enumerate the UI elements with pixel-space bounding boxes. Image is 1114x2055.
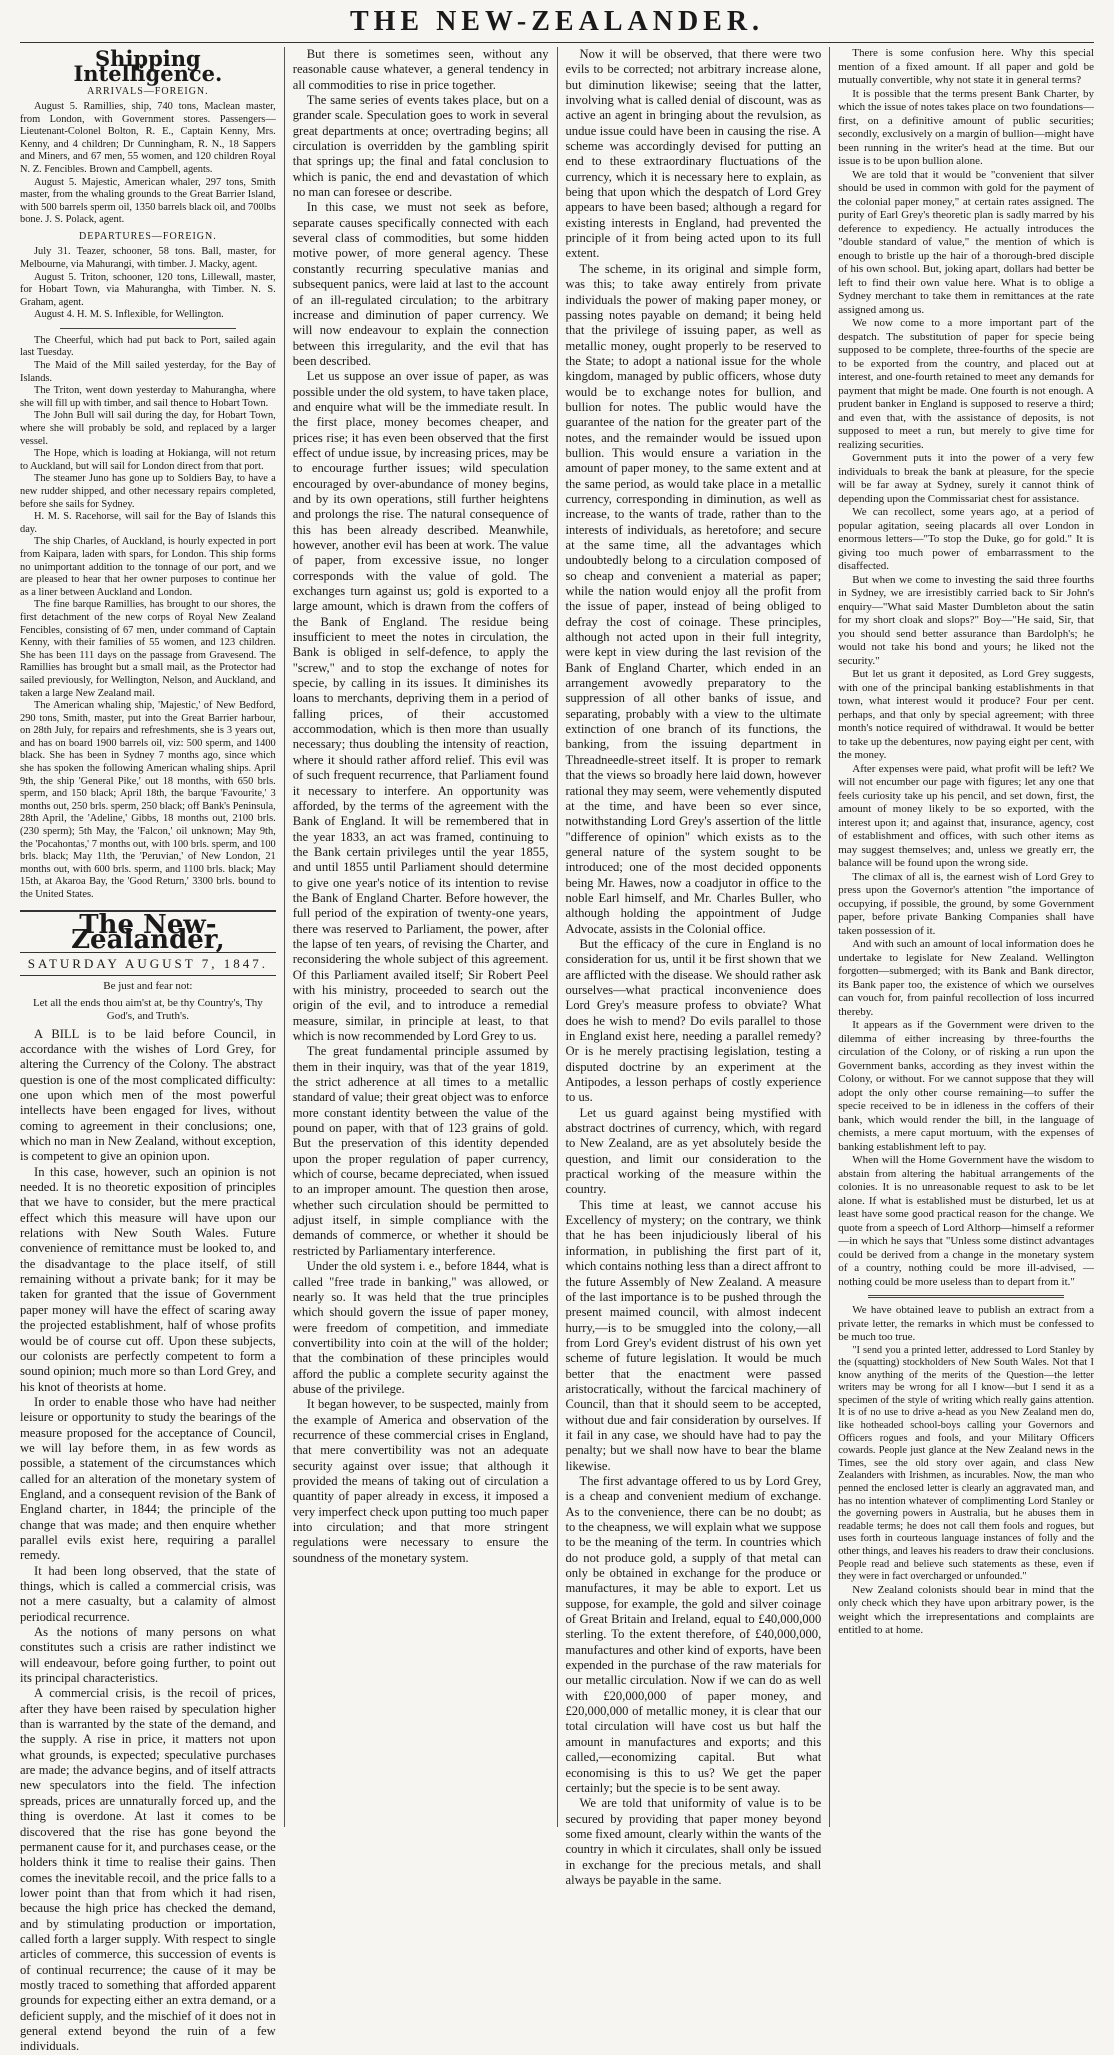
editorial-paragraph: There is some confusion here. Why this special mention of a fixed amount. If all paper and gold be mutually convertible, why not state it in general terms? xyxy=(838,47,1094,86)
divider xyxy=(868,1295,1064,1298)
editorial-paragraph: But when we come to investing the said three fourths in Sydney, we are irresistibly carried back to Sir John's enquiry—"What said Master Dumbleton about the satin for my short cloak and slops?" Boy—"He said, Sir, that you should send better assurance than Bardolph's; he would not take his bond and yours; he liked not the security." xyxy=(838,573,1094,667)
editorial-paragraph: As the notions of many persons on what constitutes such a crisis are rather indistinct we will endeavour, before going further, to point out its principal characteristics. xyxy=(20,1625,276,1686)
editorial-paragraph: It is possible that the terms present Bank Charter, by which the issue of notes takes place on two foundations—first, on a definitive amount of public securities; secondly, exclusively on a margin of bullion—might have been running in the writer's head at the time. But our issue is to be upon bullion alone. xyxy=(838,87,1094,167)
editorial-paragraph: The scheme, in its original and simple form, was this; to take away entirely from private individuals the power of making paper money, or passing notes payable on demand; it being held that the privilege of issuing paper, as well as metallic money, ought properly to be reserved to the State; to adopt a national issue for the whole kingdom, managed by public officers, whose duty would be to exchange notes for bullion, and bullion for notes. The public would have the guarantee of the nation for the greater part of the notes, and the remainder would be issued upon bullion. This would ensure a variation in the amount of paper money, to the same extent and at the same period, as would take place in a metallic currency, corresponding in diminution, as well as increase, to the wants of trade, rather than to the interests of individuals, as heretofore; and secure at the same time, all the advantages which undoubtedly belong to a circulation composed of so cheap and convenient a material as paper; while the nation would enjoy all the profit from the issue of paper, instead of being obliged to defray the cost of coinage. These principles, although not acted upon in their full integrity, were kept in view during the last revision of the Bank of England Charter, which ended in an arrangement avowedly preparatory to the suppression of all other banks of issue, and separating, probably with a view to the ultimate extinction of one branch of its functions, the banking, from the issuing department in Threadneedle-street itself. It is proper to remark that the views so broadly here laid down, however rational they may seem, were vehemently disputed at the time, and have been so ever since, notwithstanding Lord Grey's assertion of the little "difference of opinion" which exists as to the general nature of the system sought to be introduced; one of the most decided opponents being Mr. Hawes, now a coadjutor in office to the noble Earl himself, and Mr. Charles Buller, who although holding the appointment of Judge Advocate, assists in the Colonial office. xyxy=(565,261,822,936)
editorial-paragraph: The first advantage offered to us by Lord Grey, is a cheap and convenient medium of exchange. As to the convenience, there can be no doubt; as to the cheapness, we will explain what we suppose to be the meaning of the term. In countries which do not produce gold, a supply of that metal can only be obtained in exchange for the produce or manufactures, it may be able to export. Let us suppose, for example, the gold and silver coinage of Great Britain and Ireland, equal to £40,000,000 sterling. To the extent therefore, of £40,000,000, manufactures and other kind of exports, have been expended in the purchase of the raw materials for our metallic circulation. Now if we can do as well with £20,000,000 of paper money, and £20,000,000 of metallic money, it is clear that our total circulation will have cost us but half the amount in manufactures and exports; and this called,—economizing capital. But what economising is this to us? We get the paper certainly; but the specie is to be sent away. xyxy=(565,1473,822,1795)
motto-line-1: Be just and fear not: xyxy=(103,979,193,992)
editorial-paragraph: We are told that uniformity of value is to be secured by providing that paper money beyond some fixed amount, clearly within the wants of the country in which it circulates, shall only be issued in exchange for the precious metals, and shall always be payable in the same. xyxy=(565,1796,822,1887)
editorial-paragraph: When will the Home Government have the wisdom to abstain from altering the habitual arrangements of the colonies. It is no unreasonable request to ask to be let alone. If what is established must be disturbed, let us at least have some good practical reason for the change. We quote from a speech of Lord Althorp—himself a reformer—in which he says that "Unless some distinct advantages could be derived from a change in the monetary system of a country, nothing could be more ill-advised, —nothing could be more useless than to depart from it." xyxy=(838,1154,1094,1288)
editorial-paragraph: The great fundamental principle assumed by them in their inquiry, was that of the year 1819, the strict adherence at all times to a metallic standard of value; their great object was to enforce more constant identity between the value of the pound on paper, with that of 123 grains of gold. But the preservation of this identity depended upon the proper regulation of paper currency, which of course, became depreciated, when issued to an improper amount. The question then arose, whether such circulation should be permitted to adjust itself, in simple compliance with the demands of commerce, or whether it should be restricted by Parliamentary interference. xyxy=(292,1044,549,1258)
departure-entry: August 5. Triton, schooner, 120 tons, Lillewall, master, for Hobart Town, via Mahurangha, with Timber. N. S. Graham, agent. xyxy=(20,271,276,308)
editorial-paragraph: This time at least, we cannot accuse his Excellency of mystery; on the contrary, we think that he has been injudiciously liberal of his information, in publishing the first part of it, which contains nothing less than a direct affront to the future Assembly of New Zealand. A measure of the last importance is to be pushed through the present maimed council, with almost indecent hurry,—is to be smuggled into the colony,—all from Lord Grey's evident distrust of his own yet scheme of future legislation. It would be much better that the enactment were passed aristocratically, without the farcical machinery of Council, than that it should seem to be accepted, without due and fair consideration by ourselves. If it fail in any case, we should have had to pay the penalty; but we shall now have to bear the blame likewise. xyxy=(565,1197,822,1473)
shipping-note: H. M. S. Racehorse, will sail for the Bay of Islands this day. xyxy=(20,511,276,535)
editorial-paragraph: And with such an amount of local information does he undertake to legislate for New Zealand. Wellington forgotten—submerged; with its Bank and Bank director, its Bank paper too, the existence of which we ourselves can vouch for, from painful recollection of loss incurred thereby. xyxy=(838,938,1094,1018)
editorial-paragraph: Let us suppose an over issue of paper, as was possible under the old system, to have taken place, and enquire what will be the immediate result. In the first place, money becomes cheaper, and prices rise; it has even been observed that the first effect of undue issue, by increasing prices, may be to encourage further issues; wild speculation encouraged by over-abundance of money begins, and by its own operations, still further heightens and prolongs the rise. The natural consequence of this has been already described. Meanwhile, however, another evil has been at work. The value of paper, from excessive issue, no longer corresponds with the value of gold. The exchanges turn against us; gold is exported to a large amount, which is drawn from the coffers of the Bank of England. The residue being insufficient to meet the notes in circulation, the Bank is obliged in self-defence, to apply the "screw," and to stop the exchange of notes for specie, by calling in its issues. It diminishes its loans to merchants, depriving them in a period of falling prices, of their accustomed accommodation, which is then more than usually necessary; thus doubling the intensity of reaction, where it should rather afford relief. This evil was of such frequent recurrence, that Parliament found it necessary to interfere. An opportunity was afforded, by the terms of the agreement with the Bank of England. It will be remembered that in the year 1833, an act was framed, continuing to the Bank certain privileges until the year 1855, and until 1855 until Parliament should determine to give one year's notice of its intention to revise the Bank of England Charter. Before however, the full period of the expiration of twenty-one years, there was reserved to Parliament, the power, after the lapse of ten years, of revising the Charter, and reconsidering the whole subject of this agreement. Of this Parliament availed itself; Sir Robert Peel with his ministry, proceeded to search out the origin of the evil, and to introduce a remedial measure, similar, in principle at least, to that which is now recommended by Lord Grey to us. xyxy=(292,369,549,1043)
editorial-paragraph: It had been long observed, that the state of things, which is called a commercial crisis, was not a mere casualty, but a calamity of almost periodical recurrence. xyxy=(20,1563,276,1624)
editorial-paragraph: But let us grant it deposited, as Lord Grey suggests, with one of the principal banking establishments in that town, what interest would it produce? Four per cent. perhaps, and that only by special agreement; with three month's notice required of withdrawal. It would be better to take up the debentures, now paying eight per cent, with the money. xyxy=(838,668,1094,761)
shipping-note: The Cheerful, which had put back to Port, sailed again last Tuesday. xyxy=(20,334,276,359)
motto-line-2: Let all the ends thou aim'st at, be thy Country's, Thy God's, and Truth's. xyxy=(32,996,263,1022)
letter-extract: "I send you a printed letter, addressed to Lord Stanley by the (squatting) stockholders of New South Wales. Not that I know anything of the merits of the Question—the letter writers may be wrong for all I know—but I send it as a specimen of the style of writing which really gains attention. It is of no use to drive a-head as you New Zealand men do, like hotheaded school-boys calling your Governors and Officers rogues and fools, and your Military Officers cowards. People just glance at the New Zealand news in the Times, see the old story over again, and class New Zealanders with Irishmen, as incurables. Now, the man who penned the enclosed letter is clearly an aggravated man, and has no intention whatever of complimenting Lord Stanley or the governing powers in Australia, but he abuses them in readable terms; he does not call them fools and rogues, but uses forth in courteous language instances of folly and the other things, and leaves his readers to draw their conclusions. People read and believe such statements as these, even if they were in fact overcharged or unfounded." xyxy=(838,1344,1094,1583)
shipping-note: The Triton, went down yesterday to Mahurangha, where she will fill up with timber, and sail thence to Hobart Town. xyxy=(20,385,276,409)
editorial-paragraph: In order to enable those who have had neither leisure or opportunity to study the bearings of the measure proposed for the acceptance of Council, we will lay before them, in as few words as possible, a statement of the circumstances which called for an alteration of the monetary system of England, and a consequent revision of the Bank of England charter, in 1844; the principle of the change that was made; and then enquire whether parallel evils exist here, requiring a parallel remedy. xyxy=(20,1394,276,1563)
column-4 xyxy=(838,47,1094,1827)
editorial-paragraph: A commercial crisis, is the recoil of prices, after they have been raised by speculation higher than is warranted by the state of the demand, and the supply. A rise in price, it matters not upon what grounds, is expected; speculative purchases are made; the advance begins, and of itself attracts new speculators into the field. The infection spreads, prices are unnaturally forced up, and the thing is overdone. At last it comes to be discovered that the rise has gone beyond the permanent cause for it, and purchases cease, or the holders think it time to realise their gains. Then comes the inevitable recoil, and the price falls to a lower point than that from which it had risen, because the high price has checked the demand, and by stimulating production or importation, called forth a larger supply. With respect to single articles of commerce, this succession of events is of continual recurrence; the cause of it may be mostly traced to something that afforded apparent grounds for expecting either an extra demand, or a deficient supply, and the mischief of it does not in general extend beyond the ruin of a few individuals. xyxy=(20,1686,276,2054)
editorial-paragraph: We now come to a more important part of the despatch. The substitution of paper for specie being supposed to be complete, three-fourths of the specie are to be exported from the country, and placed out at interest, and one-fourth retained to meet any demands for payment that might be made. One fourth is not enough. A prudent banker in England is supposed to reserve a third; and even that, with the assistance of deposits, is not supposed to meet a run, but merely to give time for realizing securities. xyxy=(838,317,1094,451)
editorial-paragraph: Under the old system i. e., before 1844, what is called "free trade in banking," was allowed, or nearly so. It was held that the true principles which should govern the issue of paper money, were freedom of competition, and immediate convertibility into coin at the will of the holder; that the combination of these principles would afford the public a complete security against the abuse of the privilege. xyxy=(292,1259,549,1396)
editorial-paragraph: In this case, however, such an opinion is not needed. It is no theoretic exposition of principles that we have to consider, but the mere practical effect which this measure will have upon our relations with New South Wales. Future convenience of remittance must be looked to, and the disadvantage to the place itself, of still remaining without a private bank; for it may be taken for granted that the issue of Government paper money will have the effect of scaring away the projected establishment, half of whose profits would be of course cut off. Upon these subjects, our colonists are perfectly competent to form a sound opinion; much more so than Lord Grey, and his knot of theorists at home. xyxy=(20,1164,276,1394)
editorial-paragraph: It began however, to be suspected, mainly from the example of America and observation of the recurrence of these commercial crises in England, that mere convertibility was not an adequate security against over issue; that although it provided the means of taking out of circulation a quantity of paper already in excess, it imposed a very imperfect check upon putting too much paper into circulation; and that more stringent regulations were necessary to ensure the soundness of the monetary system. xyxy=(292,1397,549,1565)
editorial-paragraph: Government puts it into the power of a very few individuals to break the bank at pleasure, for the specie will be far away at Sydney, surely it cannot think of depending upon the Commissariat chest for assistance. xyxy=(838,452,1094,505)
shipping-note: The fine barque Ramillies, has brought to our shores, the first detachment of the new corps of Royal New Zealand Fencibles, consisting of 67 men, under command of Captain Kenny, with their families of 55 women, and 123 children. She has been 111 days on the passage from Gravesend. The Ramillies has brought but a small mail, as the Protector had sailed previously, for Wellington, Nelson, and Auckland, and taken a large New Zealand mail. xyxy=(20,599,276,699)
departure-entry: August 4. H. M. S. Inflexible, for Wellington. xyxy=(34,309,224,321)
dateline: SATURDAY AUGUST 7, 1847. xyxy=(20,952,276,975)
shipping-note: The steamer Juno has gone up to Soldiers Bay, to have a new rudder shipped, and other necessary repairs completed, before she sails for Sydney. xyxy=(20,473,276,510)
columns xyxy=(20,46,1094,2054)
divider xyxy=(60,328,236,329)
column-3 xyxy=(565,47,831,1887)
editorial-paragraph: A BILL is to be laid before Council, in accordance with the wishes of Lord Grey, for altering the Currency of the Colony. The abstract question is one of the most complicated difficulty: one upon which men of the most powerful intellects have been engaged for lives, without coming to agreement in their conclusions; one, which no man in New Zealand, without exception, is competent to give an opinion upon. xyxy=(20,1026,276,1164)
editorial-paragraph: In this case, we must not seek as before, separate causes specifically connected with each several class of commodities, but some hidden motive power, of more general agency. These constantly recurring speculative manias and subsequent panics, were laid at last to the account of an ill-regulated circulation; to the arbitrary increase and diminution of paper currency. We will now endeavour to explain the connection between this irregularity, and the evil that has been described. xyxy=(292,200,549,368)
shipping-note: The John Bull will sail during the day, for Hobart Town, where she will probably be sold, and replaced by a larger vessel. xyxy=(20,410,276,447)
shipping-heading: Shipping Intelligence. xyxy=(73,46,223,87)
arrivals-label: ARRIVALS—FOREIGN. xyxy=(87,85,209,97)
editorial-paragraph: After expenses were paid, what profit will be left? We will not encumber our page with figures; let any one that feels curiosity take up his pencil, and set down, first, the amount of money likely to be so exported, with the interest upon it; and against that, insurance, agency, cost of establishment and offices, with such other items as may suggest themselves; and, unless we greatly err, the balance will be found upon the wrong side. xyxy=(838,762,1094,869)
closing-paragraph: New Zealand colonists should bear in mind that the only check which they have upon arbitrary power, is the weight which the irrepresentations and complaints are entitled to at home. xyxy=(838,1583,1094,1637)
editorial-paragraph: It appears as if the Government were driven to the dilemma of either increasing by three-fourths the circulation of the Colony, or of risking a run upon the Government banks, according as they invest within the Colony, or without. For we cannot suppose that they will adopt the only other course remaining—to suffer the specie received to be in idleness in the coffers of their bank, which would render the bill, in the language of chemists, a mere caput mortuum, with the expenses of banking establishment left to pay. xyxy=(838,1019,1094,1153)
editorial-paragraph: We are told that it would be "convenient that silver should be used in common with gold for the payment of the colonial paper money," at certain rates assigned. The purity of Earl Grey's theoretic plan is sadly marred by his deference to expediency. He actually introduces the "double standard of value," the mention of which is enough to bristle up the hair of a thorough-bred disciple of his own school. But, joking apart, dollars had better be left to find their own value here. What is to oblige a Sydney merchant to take them in remittances at the rate assigned among us. xyxy=(838,168,1094,316)
shipping-note: The Maid of the Mill sailed yesterday, for the Bay of Islands. xyxy=(20,360,276,384)
departures-label: DEPARTURES—FOREIGN. xyxy=(78,230,217,242)
column-2 xyxy=(293,47,558,1827)
editorial-title: The New-Zealander, xyxy=(20,910,276,949)
extract-intro: We have obtained leave to publish an extract from a private letter, the remarks in which must be confessed to be much too true. xyxy=(838,1304,1094,1343)
editorial-paragraph: But there is sometimes seen, without any reasonable cause whatever, a general tendency in all commodities to rise in price together. xyxy=(292,47,549,92)
editorial-paragraph: The climax of all is, the earnest wish of Lord Grey to press upon the Governor's attention "the importance of occupying, if possible, the ground, by some Government paper, before private Banking Companies shall have taken possession of it. xyxy=(838,870,1094,937)
editorial-paragraph: But the efficacy of the cure in England is no consideration for us, until it be first shown that we are afflicted with the disease. We should rather ask ourselves—what practical inconvenience does Lord Grey's measure profess to obviate? What does he wish to mend? Do evils parallel to those in England exist here, needing a parallel remedy? Or is he merely practising legislation, testing a disputed doctrine by an experiment at the Antipodes, a lesson perhaps of costly experience to us. xyxy=(565,936,822,1105)
editorial-paragraph: Let us guard against being mystified with abstract doctrines of currency, which, with regard to New Zealand, are as yet absolutely beside the question, and limit our consideration to the practical working of the measure within the country. xyxy=(565,1105,822,1197)
arrival-entry: August 5. Ramillies, ship, 740 tons, Maclean master, from London, with Government stores. Passengers—Lieutenant-Colonel Bolton, R. E., Captain Kenny, Mrs. Kenny, and 4 children; Dr Cunningham, R. N., 18 Sappers and Miners, and 67 men, 55 women, and 120 children Royal N. Z. Fencibles. Brown and Campbell, agents. xyxy=(20,101,276,175)
shipping-note: The ship Charles, of Auckland, is hourly expected in port from Kaipara, laden with spars, for London. This ship forms no unimportant addition to the tonnage of our port, and we are pleased to hear that her owner purposes to continue her as a liner between Auckland and London. xyxy=(20,536,276,598)
editorial-paragraph: The same series of events takes place, but on a grander scale. Speculation goes to work in several great departments at once; overtrading begins; all circulation is overridden by the gambling spirit that springs up; the final and fatal conclusion to which is panic, the end and devastation of which no man can foresee or describe. xyxy=(292,93,549,200)
departure-entry: July 31. Teazer, schooner, 58 tons. Ball, master, for Melbourne, via Mahurangi, with timber. J. Macky, agent. xyxy=(20,246,276,270)
editorial-paragraph: Now it will be observed, that there were two evils to be corrected; not arbitrary increase alone, but diminution likewise; seeing that the latter, involving what is called denial of discount, was as active an agent in bringing about the revulsion, as undue issue could have been in causing the rise. A scheme was accordingly devised for putting an end to these extraordinary fluctuations of the currency, which it is necessary here to explain, as being that upon which the despatch of Lord Grey appears to have been based; although a regard for existing interests in England, had prevented the principle of it from being acted upon to its full extent. xyxy=(565,47,822,261)
arrival-entry: August 5. Majestic, American whaler, 297 tons, Smith master, from the whaling grounds to the Great Barrier Island, with 500 barrels sperm oil, 1350 barrels black oil, and 700lbs bone. J. S. Polack, agent. xyxy=(20,176,276,226)
masthead: THE NEW-ZEALANDER. xyxy=(20,6,1094,43)
shipping-note: The American whaling ship, 'Majestic,' of New Bedford, 290 tons, Smith, master, put into the Great Barrier harbour, on 28th July, for repairs and refreshments, she is 3 years out, and has on board 1900 barrels oil, viz: 500 sperm, and 1400 black. She has been in Sydney 7 months ago, since which she has spoken the following American whaling ships. April 9th, the ship 'General Pike,' out 18 months, with 650 brls. sperm, and 150 black; April 18th, the barque 'Favourite,' 3 months out, 250 brls. sperm, 250 black; off Bank's Peninsula, 28th April, the 'Adeline,' Gibbs, 18 months out, 2100 brls. (230 sperm); 5th May, the 'Falcon,' oil unknown; May 9th, the 'Pocahontas,' 7 months out, with 100 brls. sperm, and 100 brls. black; May 11th, the 'Peruvian,' of New London, 21 months out, with 600 brls. sperm, and 1100 brls. black; May 15th, at Akaroa Bay, the 'Good Return,' 3300 brls. bound to the United States. xyxy=(20,700,276,900)
shipping-note: The Hope, which is loading at Hokianga, will not return to Auckland, but will sail for London direct from that port. xyxy=(20,448,276,472)
editorial-paragraph: We can recollect, some years ago, at a period of popular agitation, seeing placards all over London in enormous letters—"To stop the Duke, go for gold." It is giving too much power of embarrassment to the disaffected. xyxy=(838,506,1094,572)
column-1 xyxy=(20,46,285,2054)
